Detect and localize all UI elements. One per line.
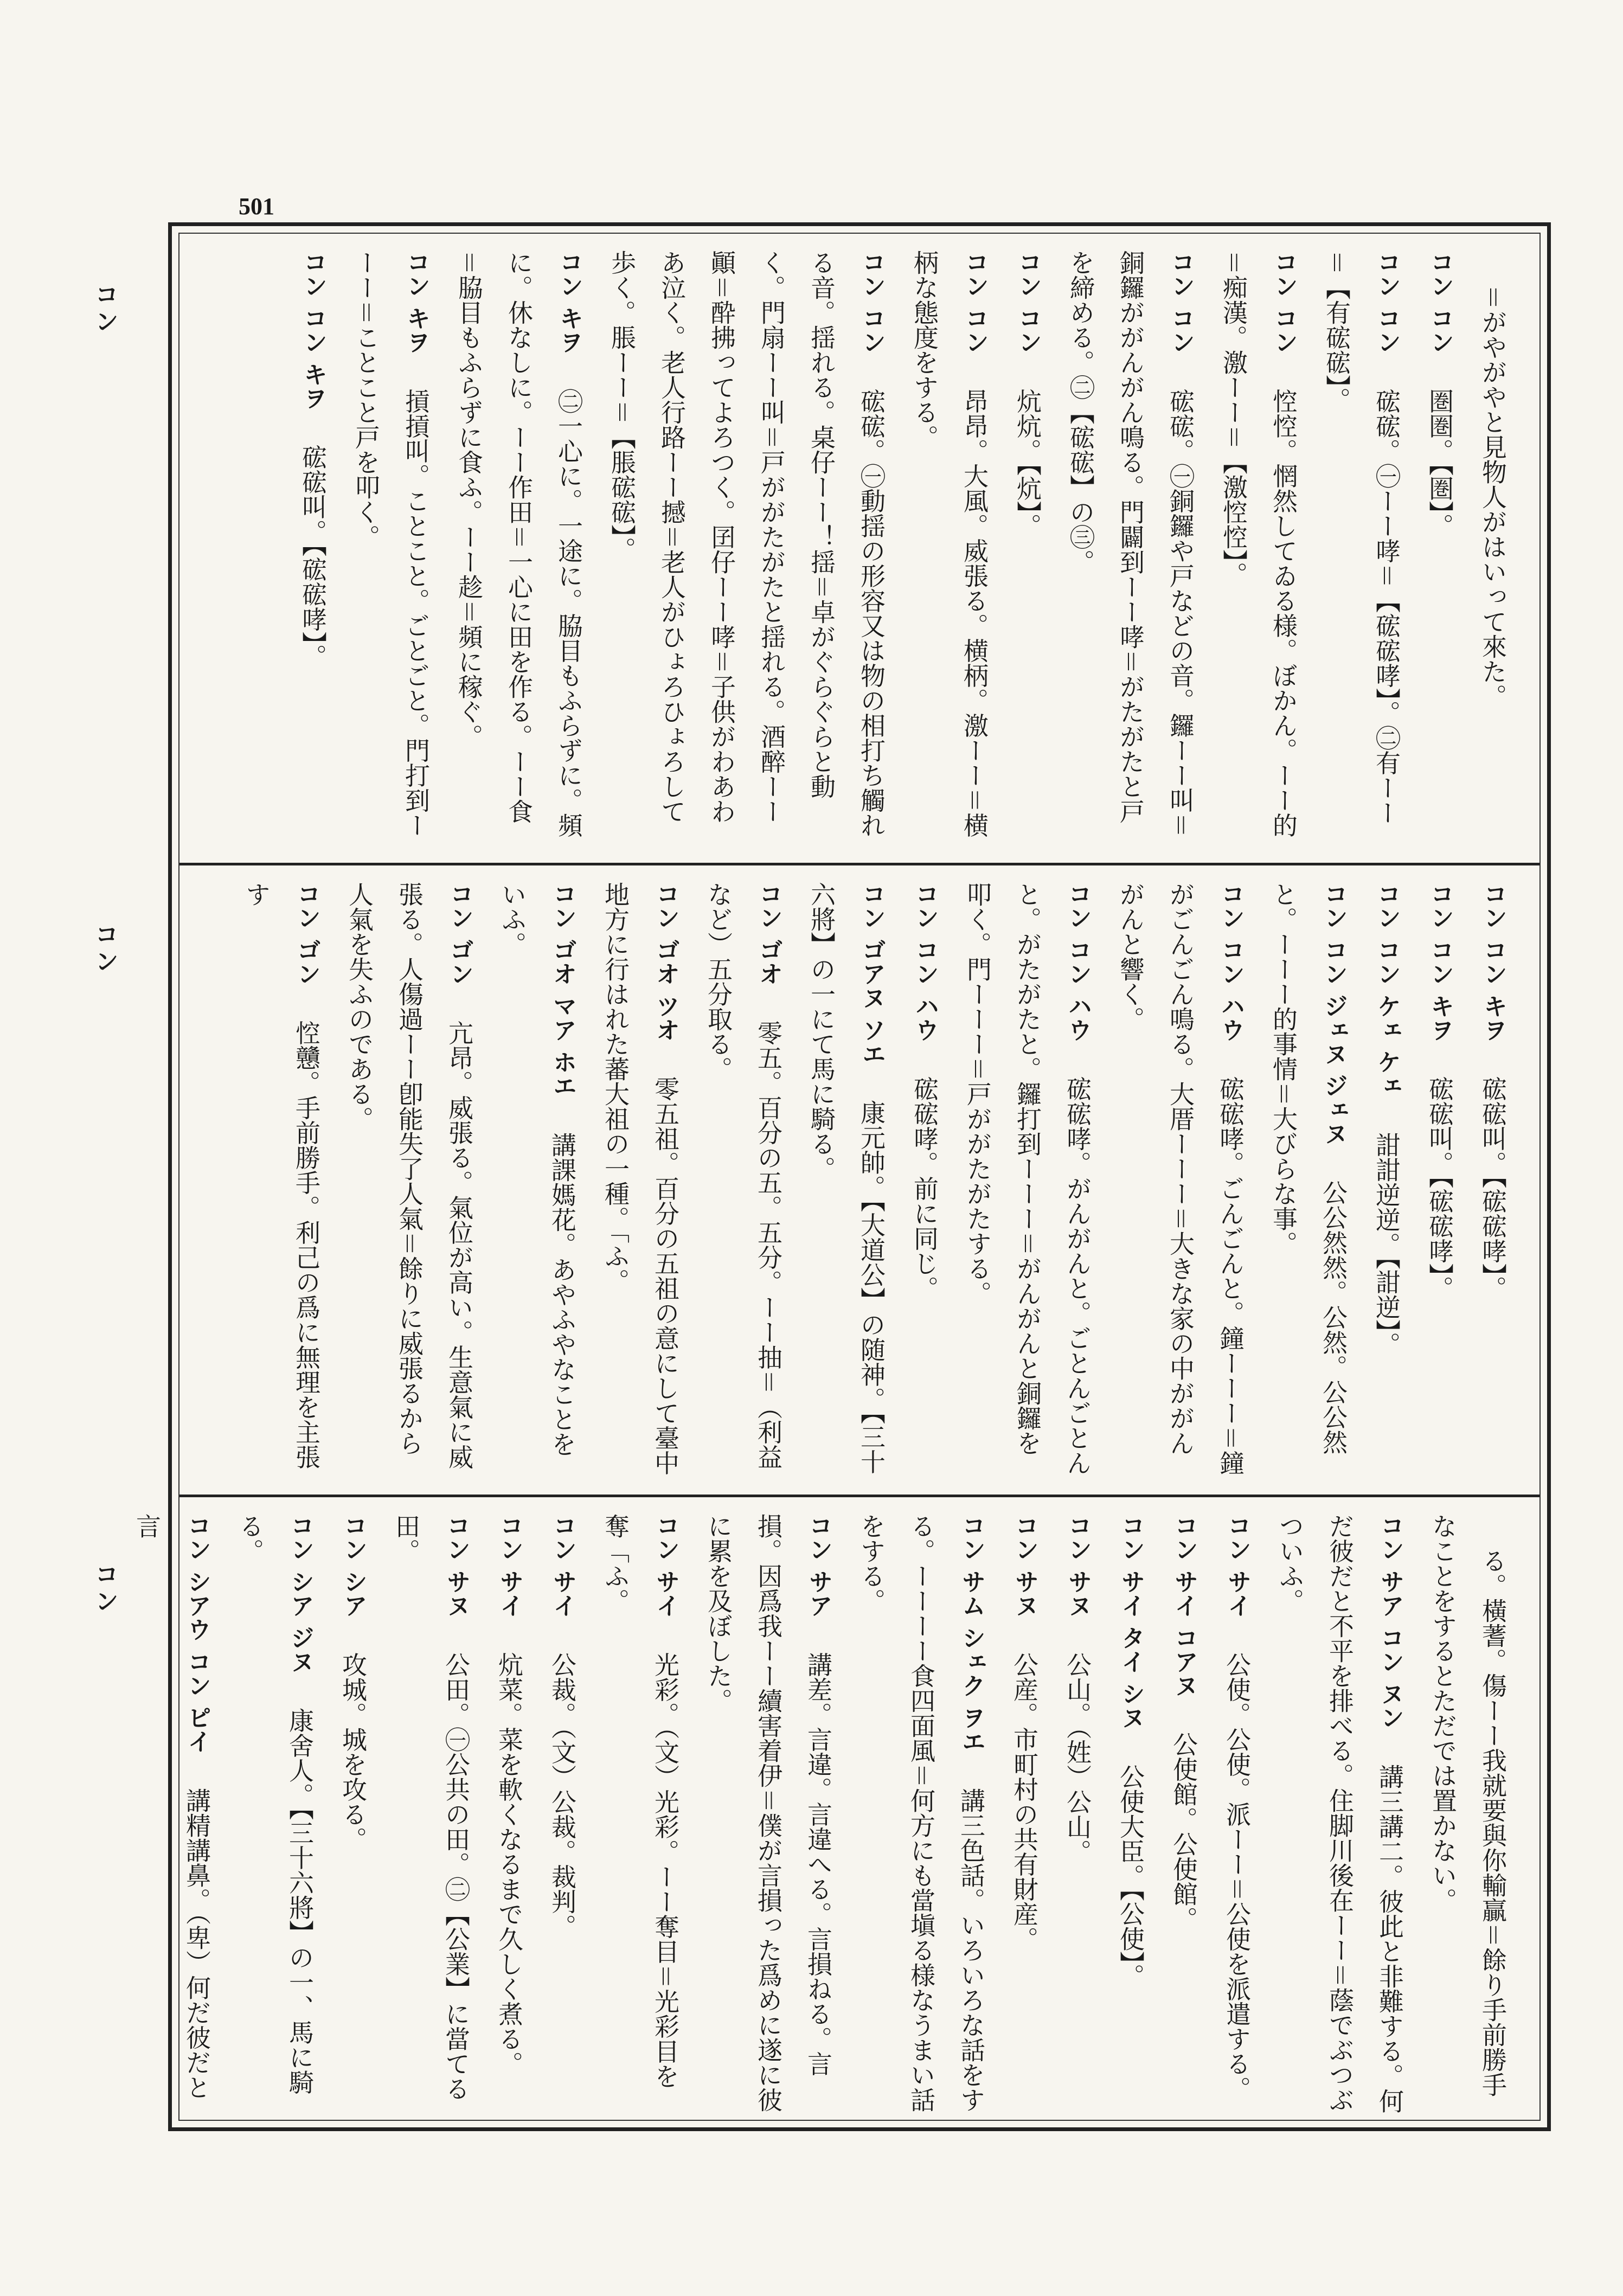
entry-definition: 硡硡。㊀ーー哮＝【硡硡哮】。㊁有ーー＝【有硡硡】。	[1322, 250, 1401, 825]
tier-columns	[132, 1513, 1518, 2113]
dictionary-entry	[1053, 1513, 1102, 2113]
entry-definition: 講三講二。彼此と非難する。何だ彼だと不平を排べる。住脚川後在ーー＝蔭でぶつぶついふ。	[1275, 1513, 1404, 2113]
entry-definition: 光彩。（文）光彩。ーー奪目＝光彩目を奪「ふ。	[601, 1513, 680, 2089]
dictionary-entry	[487, 882, 587, 1478]
dictionary-entry	[288, 250, 338, 846]
dictionary-page-inner	[132, 233, 1541, 2121]
entry-definition: 硡硡哮。ごんごんと。鐘ーーー＝鐘がごんごん鳴る。大厝ーーー＝大きな家の中ががんがんと響く。	[1116, 882, 1245, 1476]
dictionary-entry	[122, 1513, 222, 2113]
entry-headword: コン サイ	[496, 1513, 523, 1618]
dictionary-entry	[335, 882, 484, 1478]
dictionary-entry	[537, 1513, 587, 2113]
dictionary-entry	[225, 1513, 325, 2113]
entry-definition: 講課媽花。あやふやなことをいふ。	[498, 882, 577, 1457]
dictionary-entry	[1106, 1513, 1156, 2113]
page-number: 501	[239, 193, 274, 220]
dictionary-tier-middle	[179, 865, 1539, 1497]
entry-headword: コン サイ	[1223, 1513, 1251, 1618]
entry-headword: コン サイ	[652, 1513, 679, 1618]
entry-headword: コン コン	[1014, 250, 1042, 354]
entry-headword: コン ゴン	[293, 882, 320, 986]
entry-definition: 公産。市町村の共有財産。	[1010, 1652, 1039, 1952]
entry-definition: 炕菜。菜を軟くなるまで久しく煮る。	[495, 1652, 524, 2076]
entry-definition: 零五祖。百分の五祖の意にして臺中地方に行はれた蕃大祖の一種。「ふ。	[601, 882, 680, 1476]
entry-definition: る。橫蓍。傷ーー我就要與你輸贏＝餘り手前勝手なことをするとただでは置かない。	[1428, 1513, 1507, 2097]
dictionary-entry	[694, 1513, 843, 2113]
entry-definition: 硡硡叫。【硡硡哮】。	[1478, 1076, 1507, 1301]
entry-headword: コン コン ハウ	[911, 882, 939, 1042]
entry-headword: コン サヌ	[1064, 1513, 1092, 1618]
entry-headword: コン ゴオ ツオ	[652, 882, 679, 1042]
entry-headword: コン サア	[805, 1513, 832, 1618]
dictionary-entry	[1265, 1513, 1415, 2113]
dictionary-entry	[444, 250, 594, 846]
dictionary-entry	[1418, 1513, 1518, 2113]
tier-columns	[201, 250, 1518, 846]
dictionary-entry	[1159, 1513, 1209, 2113]
entry-definition: 康舍人。【三十六將】の一、馬に騎る。	[235, 1513, 315, 2095]
entry-definition: 講精講鼻。（卑）何だ彼だと言	[132, 1513, 211, 2100]
entry-definition: 公田。㊀公共の田。㊁【公業】に當てる田。	[392, 1513, 471, 2101]
entry-headword: コン コン ハウ	[1217, 882, 1244, 1042]
entry-headword: コン コン	[1373, 250, 1401, 354]
entry-headword: コン ゴオ	[755, 882, 782, 986]
entry-definition: 攻城。城を攻る。	[338, 1652, 368, 1852]
entry-headword: コン サム シェク ヲエ	[958, 1513, 985, 1753]
dictionary-tier-upper	[179, 234, 1539, 865]
entry-headword: コン コン	[1426, 250, 1454, 354]
entry-headword: コン サヌ	[1011, 1513, 1038, 1618]
margin-label-top: コン	[91, 282, 118, 336]
entry-definition: 詌詌逆逆。【詌逆】。	[1372, 1132, 1401, 1357]
entry-definition: 講三色話。いろいろな話をする。ーーーー食四面風＝何方にも當塡る様なうまい話をする。	[857, 1513, 986, 2112]
dictionary-entry	[1209, 250, 1308, 846]
dictionary-entry	[999, 1513, 1049, 2113]
dictionary-entry	[597, 250, 896, 846]
entry-definition: 悾悾。惘然してゐる様。ぼかん。ーー的＝痴漢。激ーー＝【激悾悾】。	[1219, 250, 1298, 838]
dictionary-entry	[381, 1513, 481, 2113]
entry-headword: コン シアウ コン ピイ	[183, 1513, 211, 1753]
dictionary-tier-lower	[132, 1497, 1539, 2130]
entry-headword: コン コン	[1167, 250, 1195, 354]
entry-headword: コン シア	[339, 1513, 367, 1618]
entry-definition: 公公然然。公然。公公然と。ーーー的事情＝大びらな事。	[1269, 882, 1348, 1454]
entry-definition: 硡硡叫。【硡硡哮】。	[1425, 1076, 1454, 1301]
entry-headword: コン コン ハウ	[1064, 882, 1092, 1042]
tier-columns	[201, 882, 1518, 1478]
dictionary-entry	[1415, 882, 1465, 1478]
entry-definition: 公山。（姓）公山。	[1063, 1652, 1092, 1864]
entry-headword: コン コン	[1270, 250, 1298, 354]
entry-definition: 亢昂。威張る。氣位が高い。生意氣に威張る。人傷過ーー卽能失了人氣＝餘りに威張るから人氣を失ふのである。	[345, 882, 474, 1470]
entry-definition: 硡硡。㊀動揺の形容又は物の相打ち觸れる音。揺れる。桌仔ーー！揺＝卓がぐらぐらと動く。門扇ーー叫＝戸ががたがたと揺れる。酒醉ーー顚＝酔拂ってよろつく。囝仔ーー哮＝子供がわあわあ泣く。老人行路ーー撼＝老人がひょろひょろして歩く。脹ーー＝【脹硡硡】。	[607, 250, 886, 838]
entry-headword: コン コン	[858, 250, 886, 354]
entry-definition: 講差。言違。言違へる。言損ねる。言損。因爲我ーー續害着伊＝僕が言損った爲めに遂に彼に累を及ぼした。	[704, 1513, 833, 2112]
entry-definition: 硡硡哮。がんがんと。ごとんごとんと。がたがたと。鑼打到ーーー＝がんがんと銅鑼を叩く。門ーーー＝戸ががたがたする。	[963, 882, 1092, 1476]
entry-headword: コン コン ケェ ケェ	[1373, 882, 1401, 1098]
entry-headword: コン ゴアヌ ソエ	[858, 882, 886, 1066]
dictionary-entry	[1212, 1513, 1262, 2113]
dictionary-page-frame	[132, 222, 1551, 2131]
entry-headword: コン コン キヲ	[1426, 882, 1454, 1042]
entry-headword: コン シア ジヌ	[286, 1513, 314, 1673]
dictionary-entry	[846, 1513, 996, 2113]
margin-label-middle: コン	[91, 922, 118, 976]
dictionary-entry	[953, 882, 1102, 1478]
dictionary-entry	[341, 250, 441, 846]
dictionary-entry	[1312, 250, 1412, 846]
entry-definition: ＝がやがやと見物人がはいって來た。	[1478, 285, 1507, 709]
dictionary-entry	[484, 1513, 534, 2113]
entry-definition: 康元帥。【大道公】の随神。【三十六將】の一にて馬に騎る。	[807, 882, 886, 1474]
dictionary-entry	[591, 1513, 690, 2113]
entry-definition: 公使館。公使館。	[1169, 1731, 1198, 1932]
entry-headword: コン サイ コアヌ	[1170, 1513, 1198, 1697]
entry-headword: コン キヲ	[555, 250, 583, 354]
dictionary-entry	[1106, 882, 1255, 1478]
dictionary-entry	[1468, 250, 1518, 846]
entry-headword: コン キヲ	[402, 250, 430, 354]
dictionary-entry	[232, 882, 331, 1478]
margin-label-bottom: コン	[91, 1562, 118, 1616]
dictionary-entry	[1056, 250, 1205, 846]
entry-headword: コン サヌ	[442, 1513, 470, 1618]
entry-headword: コン コン キヲ	[299, 250, 327, 410]
entry-definition: 零五。百分の五。五分。ーー抽＝（利益など）五分取る。	[704, 882, 783, 1470]
dictionary-entry	[1259, 882, 1358, 1478]
dictionary-entry	[797, 882, 896, 1478]
entry-headword: コン ゴン	[446, 882, 473, 986]
entry-definition: 硡硡哮。前に同じ。	[910, 1076, 939, 1301]
dictionary-entry	[591, 882, 690, 1478]
entry-definition: 公使。公使。派ーー＝公使を派遣する。	[1222, 1652, 1252, 2101]
dictionary-entry	[900, 882, 950, 1478]
dictionary-entry	[694, 882, 793, 1478]
entry-definition: 硡硡叫。【硡硡哮】。	[298, 444, 328, 669]
entry-definition: 圏圏。【圏】。	[1425, 388, 1454, 538]
entry-headword: コン サイ タイ シヌ	[1117, 1513, 1145, 1729]
entry-definition: 硡硡。㊀銅鑼や戸などの音。鑼ーー叫＝銅鑼ががんがん鳴る。門闢到ーー哮＝がたがたと戸を締める。㊁【硡硡】の㊂。	[1066, 250, 1195, 838]
entry-headword: コン コン	[961, 250, 989, 354]
entry-definition: 炕炕。【炕】。	[1013, 388, 1042, 538]
dictionary-entry	[1003, 250, 1053, 846]
entry-definition: 昂昂。大風。威張る。横柄。激ーー＝横柄な態度をする。	[910, 250, 989, 838]
entry-definition: 公使大臣。【公使】。	[1116, 1763, 1145, 1989]
entry-headword: コン サア コン ヌン	[1376, 1513, 1404, 1729]
entry-headword: コン サイ	[549, 1513, 576, 1618]
entry-headword: コン コン キヲ	[1479, 882, 1507, 1042]
entry-headword: コン コン ジェヌ ジェヌ	[1320, 882, 1348, 1145]
dictionary-entry	[1362, 882, 1412, 1478]
dictionary-entry	[328, 1513, 378, 2113]
entry-definition: 摃摃叫。ことこと。ごとごと。門打到ーーー＝ことこと戸を叩く。	[351, 250, 431, 838]
dictionary-entry	[1468, 882, 1518, 1478]
dictionary-entry	[1415, 250, 1465, 846]
entry-definition: ㊁一心に。一途に。脇目もふらずに。頻に。休なしに。ーー作田＝一心に田を作る。ーー食＝脇目もふらずに食ふ。ーー趁＝頻に稼ぐ。	[454, 250, 583, 838]
entry-definition: 公裁。（文）公裁。裁判。	[548, 1652, 577, 1939]
entry-definition: 悾戇。手前勝手。利己の爲に無理を主張す	[242, 882, 321, 1470]
dictionary-entry	[900, 250, 999, 846]
entry-headword: コン ゴオ マア ホエ	[549, 882, 576, 1098]
